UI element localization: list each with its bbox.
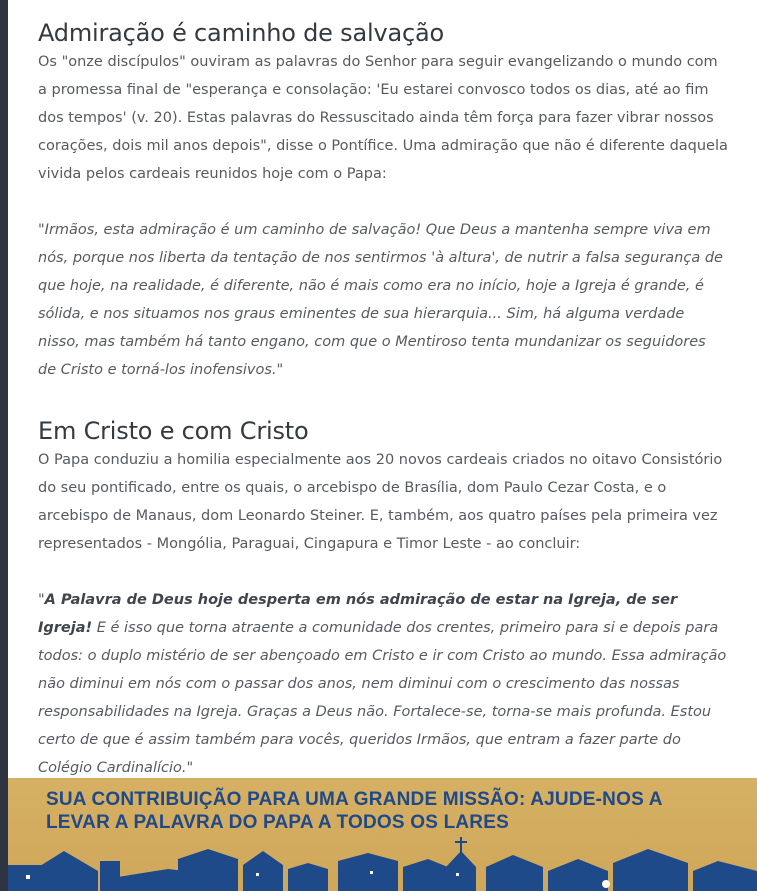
section-heading-em-cristo: Em Cristo e com Cristo bbox=[38, 417, 309, 445]
section-quote bbox=[38, 586, 728, 782]
section-quote: "Irmãos, esta admiração é um caminho de salvação! Que Deus a mantenha sempre viva em nós, porque nos liberta da tentação de nos sentirmos 'à altura', de nutrir a falsa segurança de que hoje, na realidade, é diferente, não é mais como era no início, hoje a Igreja é grande, é sólida, e nos situamos nos graus eminentes de sua hierarquia... Sim, há alguma verdade nisso, mas também há tanto engano, com que o Mentiroso tenta mundanizar os seguidores de Cristo e torná-los inofensivos." bbox=[38, 222, 723, 378]
donation-banner[interactable] bbox=[8, 778, 757, 891]
section-paragraph: O Papa conduziu a homilia especialmente aos 20 novos cardeais criados no oitavo Consistório do seu pontificado, entre os quais, o arcebispo de Brasília, dom Paulo Cezar Costa, e o arcebispo de Manaus, dom Leonardo Steiner. E, também, aos quatro países pela primeira vez representados - Mongólia, Paraguai, Cingapura e Timor Leste - ao concluir: bbox=[38, 452, 723, 552]
article-body bbox=[38, 18, 728, 782]
banner-headline: SUA CONTRIBUIÇÃO PARA UMA GRANDE MISSÃO: AJUDE-NOS A LEVAR A PALAVRA DO PAPA A TODOS OS LARES bbox=[46, 789, 662, 833]
section-heading-admiracao: Admiração é caminho de salvação bbox=[38, 19, 444, 47]
quote-rest: E é isso que torna atraente a comunidade dos crentes, primeiro para si e depois para todos: o duplo mistério de ser abençoado em Cristo e ir com Cristo ao mundo. Essa admiração não diminui em nós com o passar dos anos, nem diminui com o crescimento das nossas responsabilidades na Igreja. Graças a Deus não. Fortalece-se, torna-se mais profunda. Estou certo de que é assim também para vocês, queridos Irmãos, que entram a fazer parte do Colégio Cardinalício." bbox=[38, 620, 727, 776]
section-paragraph: Os "onze discípulos" ouviram as palavras do Senhor para seguir evangelizando o mundo com a promessa final de "esperança e consolação: 'Eu estarei convosco todos os dias, até ao fim dos tempos' (v. 20). Estas palavras do Ressuscitado ainda têm força para fazer vibrar nossos corações, dois mil anos depois", disse o Pontífice. Uma admiração que não é diferente daquela vivida pelos cardeais reunidos hoje com o Papa: bbox=[38, 54, 728, 182]
quote-open-mark: " bbox=[38, 592, 45, 608]
article-frame bbox=[8, 0, 757, 891]
city-skyline-illustration bbox=[8, 831, 757, 891]
quote-bold-phrase: A Palavra de Deus hoje desperta em nós admiração de estar na Igreja, de ser Igreja! bbox=[38, 592, 678, 636]
